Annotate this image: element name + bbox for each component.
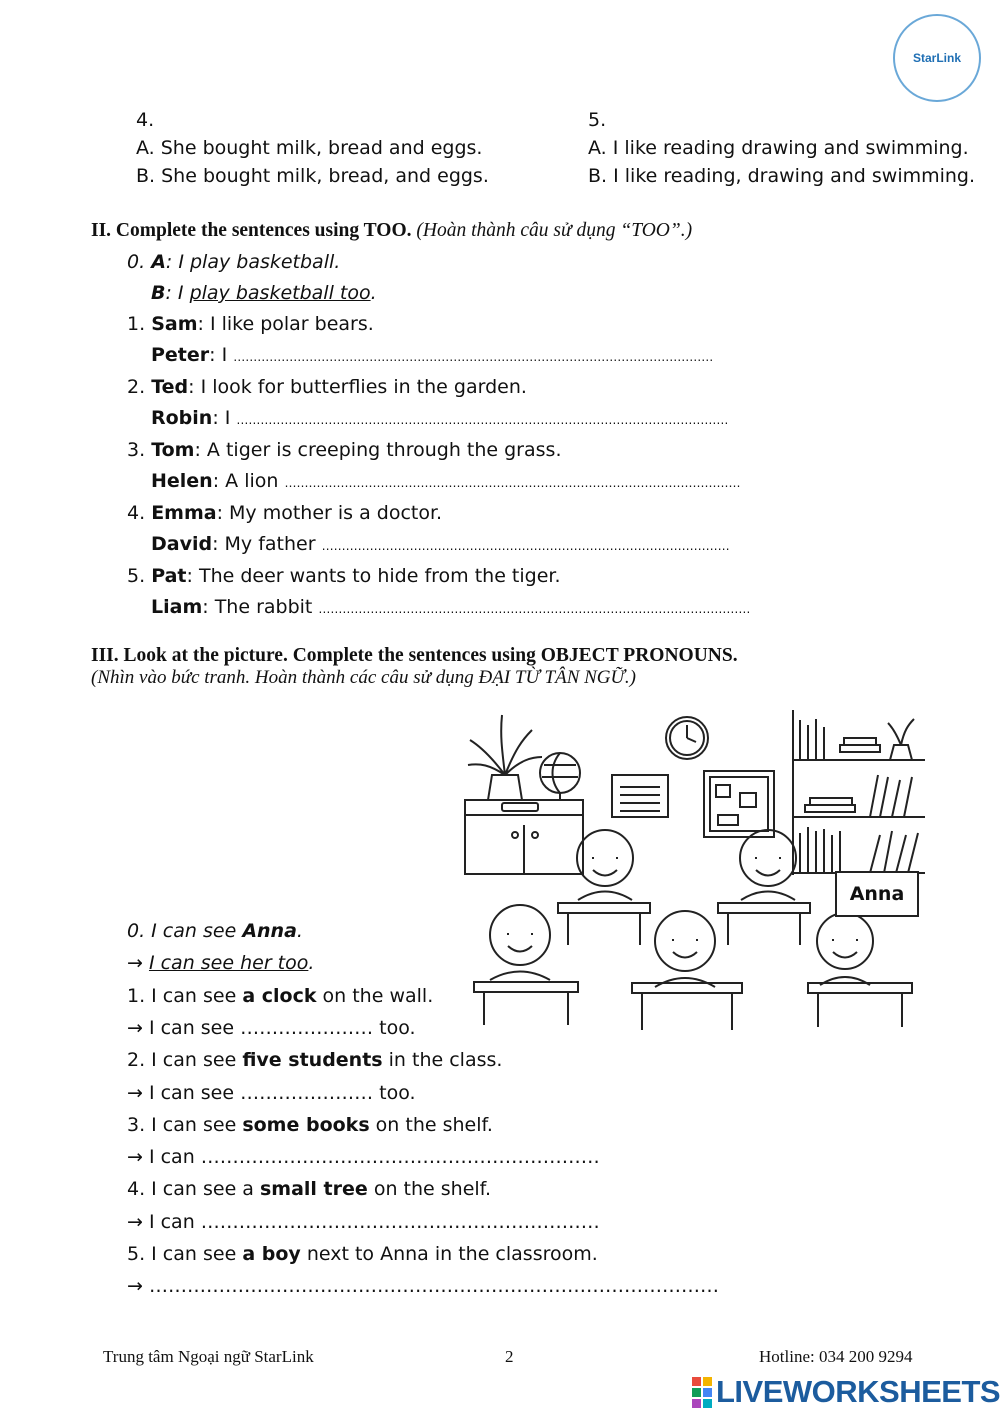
- section3-heading-vi: (Nhìn vào bức tranh. Hoàn thành các câu sử dụng ĐẠI TỪ TÂN NGỮ.): [91, 667, 636, 688]
- statement-text: : My mother is a doctor.: [216, 502, 443, 524]
- response-start: : I: [212, 407, 237, 429]
- liveworksheets-logo: [692, 1376, 1000, 1408]
- s3-item-4-answer[interactable]: [127, 1211, 600, 1233]
- answer-blank[interactable]: ……………………………………………………………………………………………………: [284, 476, 741, 490]
- section2-heading-vi: (Hoàn thành câu sử dụng “TOO”.): [416, 220, 693, 241]
- speaker-name: Pat: [151, 565, 187, 587]
- example-speaker-a: A: [151, 251, 166, 273]
- answer-blank[interactable]: …………………………………………………………………………………………: [321, 539, 730, 553]
- question-prefix: 3. I can see: [127, 1114, 243, 1136]
- s3-item-1-question: [127, 985, 433, 1007]
- q5-number: 5.: [588, 109, 607, 131]
- s2-item-3-statement: [127, 439, 561, 461]
- s2-item-4-response: [151, 533, 730, 557]
- example-suffix-b: .: [370, 282, 377, 304]
- statement-text: : The deer wants to hide from the tiger.: [186, 565, 561, 587]
- question-keyword: small tree: [259, 1178, 368, 1200]
- answer-line[interactable]: I can ………………………………………………………: [142, 1211, 600, 1233]
- example-prefix: 0. I can see: [127, 920, 243, 942]
- response-start: : My father: [212, 533, 322, 555]
- answer-line[interactable]: I can see ………………… too.: [142, 1017, 416, 1039]
- s2-item-1-response: [151, 344, 713, 368]
- liveworksheets-icon: [692, 1377, 712, 1408]
- example-line-a: [127, 251, 340, 273]
- example-suffix: .: [296, 920, 303, 942]
- s3-item-5-answer[interactable]: [127, 1275, 719, 1297]
- question-suffix: on the shelf.: [367, 1178, 492, 1200]
- question-suffix: on the wall.: [316, 985, 434, 1007]
- s3-item-3-answer[interactable]: [127, 1146, 600, 1168]
- speaker-name: Ted: [151, 376, 189, 398]
- s2-item-3-response: [151, 470, 740, 494]
- s2-item-1-statement: [127, 313, 374, 335]
- q4-number: 4.: [136, 109, 155, 131]
- example-answer-b: play basketball too: [189, 282, 371, 304]
- example-prefix-b: : I: [165, 282, 190, 304]
- example-answer: I can see her too: [148, 952, 309, 974]
- response-start: : A lion: [212, 470, 285, 492]
- question-prefix: 5. I can see: [127, 1243, 243, 1265]
- arrow-icon: →: [127, 952, 143, 974]
- s2-item-4-statement: [127, 502, 442, 524]
- q4-option-a: A. She bought milk, bread and eggs.: [136, 137, 483, 159]
- q5-option-a: A. I like reading drawing and swimming.: [588, 137, 969, 159]
- s2-item-2-statement: [127, 376, 527, 398]
- arrow-icon: →: [127, 1211, 143, 1233]
- item-num: 2.: [127, 376, 146, 398]
- footer-center-name: Trung tâm Ngoại ngữ StarLink: [103, 1347, 314, 1366]
- responder-name: Helen: [151, 470, 213, 492]
- example-keyword: Anna: [242, 920, 297, 942]
- question-keyword: a boy: [242, 1243, 301, 1265]
- arrow-icon: →: [127, 1146, 143, 1168]
- question-keyword: some books: [242, 1114, 370, 1136]
- s3-item-2-answer[interactable]: [127, 1082, 416, 1104]
- starlink-logo: [893, 14, 981, 102]
- example-num: 0.: [127, 251, 146, 273]
- response-start: : I: [209, 344, 234, 366]
- item-num: 5.: [127, 565, 146, 587]
- question-suffix: on the shelf.: [369, 1114, 493, 1136]
- example-answer-suffix: .: [308, 952, 315, 974]
- responder-name: David: [151, 533, 213, 555]
- arrow-icon: →: [127, 1082, 143, 1104]
- question-prefix: 4. I can see a: [127, 1178, 260, 1200]
- section2-heading: [91, 220, 692, 242]
- responder-name: Liam: [151, 596, 203, 618]
- arrow-icon: →: [127, 1275, 143, 1297]
- statement-text: : I like polar bears.: [197, 313, 374, 335]
- item-num: 4.: [127, 502, 146, 524]
- anna-name-tag: Anna: [835, 871, 919, 917]
- s3-item-5-question: [127, 1243, 598, 1265]
- question-prefix: 1. I can see: [127, 985, 243, 1007]
- footer-page-number: 2: [505, 1347, 514, 1366]
- answer-blank[interactable]: ………………………………………………………………………………………………: [318, 602, 751, 616]
- example-line-b: [151, 282, 377, 304]
- example-text-a: : I play basketball.: [165, 251, 341, 273]
- question-prefix: 2. I can see: [127, 1049, 243, 1071]
- s3-item-3-question: [127, 1114, 493, 1136]
- s3-example-answer: [127, 952, 314, 974]
- answer-line[interactable]: ………………………………………………………………………………: [142, 1275, 719, 1297]
- speaker-name: Tom: [151, 439, 195, 461]
- q4-option-b: B. She bought milk, bread, and eggs.: [136, 165, 489, 187]
- q5-option-b: B. I like reading, drawing and swimming.: [588, 165, 976, 187]
- s2-item-5-statement: [127, 565, 561, 587]
- question-suffix: in the class.: [382, 1049, 503, 1071]
- answer-blank[interactable]: ……………………………………………………………………………………………………………: [236, 413, 729, 427]
- s2-item-2-response: [151, 407, 728, 431]
- statement-text: : I look for butterflies in the garden.: [188, 376, 527, 398]
- responder-name: Robin: [151, 407, 213, 429]
- answer-line[interactable]: I can see ………………… too.: [142, 1082, 416, 1104]
- logo-text: StarLink: [912, 51, 961, 65]
- section2-heading-text: II. Complete the sentences using TOO.: [91, 220, 412, 241]
- speaker-name: Sam: [151, 313, 198, 335]
- item-num: 1.: [127, 313, 146, 335]
- example-speaker-b: B: [151, 282, 166, 304]
- answer-blank[interactable]: …………………………………………………………………………………………………………: [233, 350, 714, 364]
- question-suffix: next to Anna in the classroom.: [300, 1243, 598, 1265]
- response-start: : The rabbit: [202, 596, 319, 618]
- responder-name: Peter: [151, 344, 210, 366]
- item-num: 3.: [127, 439, 146, 461]
- answer-line[interactable]: I can ………………………………………………………: [142, 1146, 600, 1168]
- s3-item-2-question: [127, 1049, 502, 1071]
- footer-hotline: Hotline: 034 200 9294: [759, 1347, 913, 1366]
- classroom-illustration: [460, 705, 930, 1035]
- question-keyword: a clock: [242, 985, 317, 1007]
- arrow-icon: →: [127, 1017, 143, 1039]
- s3-item-4-question: [127, 1178, 491, 1200]
- liveworksheets-text: LIVEWORKSHEETS: [716, 1374, 1000, 1409]
- s3-item-1-answer[interactable]: [127, 1017, 416, 1039]
- speaker-name: Emma: [151, 502, 217, 524]
- s2-item-5-response: [151, 596, 750, 620]
- question-keyword: five students: [242, 1049, 383, 1071]
- section3-heading: III. Look at the picture. Complete the sentences using OBJECT PRONOUNS.: [91, 645, 738, 666]
- statement-text: : A tiger is creeping through the grass.: [194, 439, 562, 461]
- s3-example-question: [127, 920, 303, 942]
